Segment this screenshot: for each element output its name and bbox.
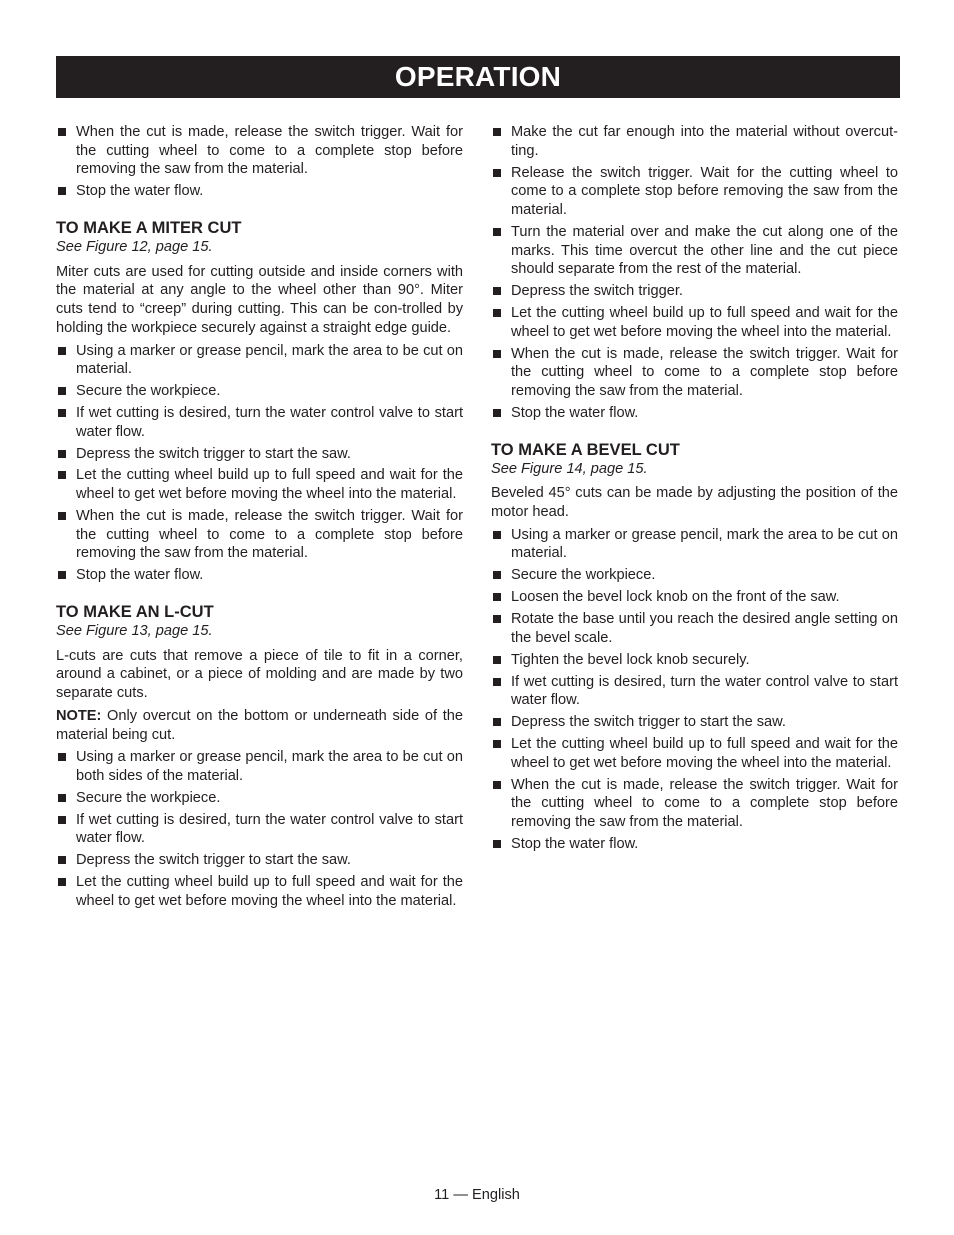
bullet-item: Stop the water flow. [491, 835, 898, 854]
bevel-figure-reference: See Figure 14, page 15. [491, 460, 648, 477]
section-header: OPERATION [56, 56, 900, 98]
lcut-continued-steps-list [491, 123, 898, 423]
intro-bullet-list [56, 123, 463, 201]
bullet-item: Tighten the bevel lock knob securely. [491, 651, 898, 670]
bullet-item: Let the cutting wheel build up to full speed and wait for the wheel to get wet before moving the wheel into the material. [491, 735, 898, 772]
lcut-steps-list [56, 748, 463, 910]
bullet-item: Using a marker or grease pencil, mark the area to be cut on material. [491, 526, 898, 563]
bullet-item: Depress the switch trigger. [491, 282, 898, 301]
bullet-item: Secure the workpiece. [491, 566, 898, 585]
bullet-item: Loosen the bevel lock knob on the front of the saw. [491, 588, 898, 607]
bullet-item: Release the switch trigger. Wait for the cutting wheel to come to a complete stop before removing the saw from the material. [491, 164, 898, 220]
left-column [56, 123, 463, 914]
bevel-description: Beveled 45° cuts can be made by adjusting the position of the motor head. [491, 485, 898, 521]
bullet-item: If wet cutting is desired, turn the water control valve to start water flow. [491, 673, 898, 710]
miter-steps-list [56, 342, 463, 586]
bullet-item: Let the cutting wheel build up to full speed and wait for the wheel to get wet before moving the wheel into the material. [491, 304, 898, 341]
bullet-item: Secure the workpiece. [56, 382, 463, 401]
miter-cut-heading: TO MAKE A MITER CUT [56, 219, 242, 237]
bullet-item: Make the cut far enough into the material without overcut-ting. [491, 123, 898, 160]
right-column [491, 123, 898, 857]
lcut-description: L-cuts are cuts that remove a piece of tile to fit in a corner, around a cabinet, or a piece of molding and are made by two separate cuts. [56, 647, 463, 702]
lcut-heading: TO MAKE AN L-CUT [56, 603, 214, 622]
page-footer: 11 — English [434, 1187, 520, 1203]
bullet-item: When the cut is made, release the switch trigger. Wait for the cutting wheel to come to a complete stop before removing the saw from the material. [491, 345, 898, 401]
bullet-item: Depress the switch trigger to start the saw. [56, 445, 463, 464]
miter-figure-reference: See Figure 12, page 15. [56, 239, 213, 255]
bullet-item: When the cut is made, release the switch trigger. Wait for the cutting wheel to come to a complete stop before removing the saw from the material. [56, 507, 463, 563]
bullet-item: Secure the workpiece. [56, 789, 463, 808]
bullet-item: Using a marker or grease pencil, mark the area to be cut on both sides of the material. [56, 748, 463, 785]
bullet-item: If wet cutting is desired, turn the water control valve to start water flow. [56, 811, 463, 848]
bullet-item: Depress the switch trigger to start the saw. [491, 713, 898, 732]
bullet-item: Rotate the base until you reach the desired angle setting on the bevel scale. [491, 610, 898, 647]
note-label: NOTE: [56, 707, 102, 724]
lcut-note [56, 707, 463, 744]
bevel-cut-heading: TO MAKE A BEVEL CUT [491, 440, 680, 459]
bullet-item: Let the cutting wheel build up to full speed and wait for the wheel to get wet before moving the wheel into the material. [56, 873, 463, 910]
miter-description: Miter cuts are used for cutting outside and inside corners with the material at any angle to the wheel other than 90°. Miter cuts tend to “creep” during cutting. This can be con-trolled by holding the workpiece securely against a straight edge guide. [56, 263, 463, 336]
bullet-item: Turn the material over and make the cut along one of the marks. This time overcut the other line and the cut piece should separate from the rest of the material. [491, 223, 898, 279]
bullet-item: Using a marker or grease pencil, mark the area to be cut on material. [56, 342, 463, 379]
bullet-item: Let the cutting wheel build up to full speed and wait for the wheel to get wet before moving the wheel into the material. [56, 466, 463, 503]
bullet-item: If wet cutting is desired, turn the water control valve to start water flow. [56, 404, 463, 441]
bullet-item: Stop the water flow. [56, 182, 463, 201]
bullet-item: When the cut is made, release the switch trigger. Wait for the cutting wheel to come to a complete stop before removing the saw from the material. [56, 123, 463, 179]
bullet-item: Depress the switch trigger to start the saw. [56, 851, 463, 870]
bullet-item: When the cut is made, release the switch trigger. Wait for the cutting wheel to come to a complete stop before removing the saw from the material. [491, 776, 898, 832]
bullet-item: Stop the water flow. [491, 404, 898, 423]
bevel-steps-list [491, 526, 898, 854]
note-text: Only overcut on the bottom or underneath side of the material being cut. [56, 707, 463, 743]
lcut-figure-reference: See Figure 13, page 15. [56, 623, 213, 640]
bullet-item: Stop the water flow. [56, 566, 463, 585]
